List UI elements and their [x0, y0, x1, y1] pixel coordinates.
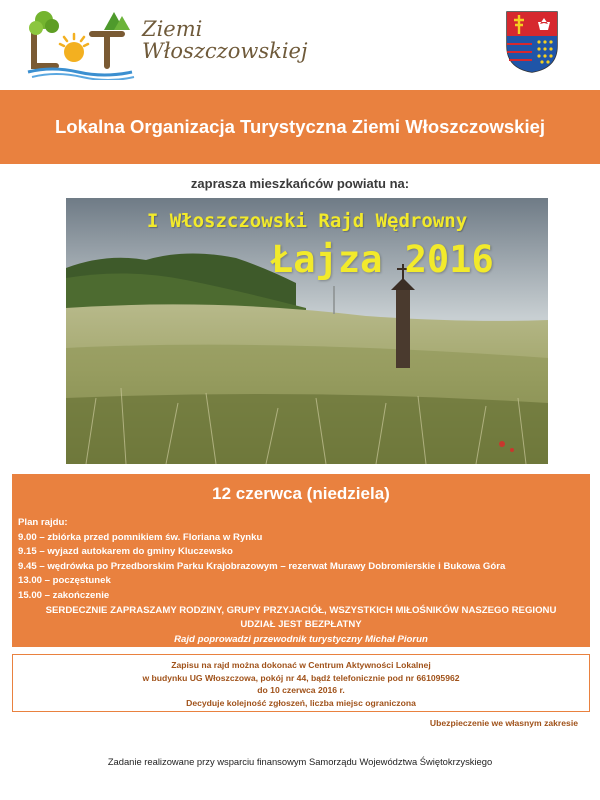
footer-note: Zadanie realizowane przy wsparciu finansowym Samorządu Województwa Świętokrzyskiego [107, 756, 493, 767]
registration-box [12, 654, 590, 712]
registration-line: Decyduje kolejność zgłoszeń, liczba miejsc ograniczona [186, 697, 416, 708]
event-photo [66, 198, 548, 464]
free-entry-text: UDZIAŁ JEST BEZPŁATNY [240, 619, 362, 631]
plan-item: 9.00 – zbiórka przed pomnikiem św. Floriana w Rynku [18, 531, 263, 543]
invite-text: zaprasza mieszkańców powiatu na: [190, 176, 410, 191]
info-box [12, 474, 590, 647]
coat-of-arms-icon [505, 10, 559, 74]
lot-logo-tree-sun-icon [22, 8, 142, 80]
event-date: 12 czerwca (niedziela) [212, 484, 390, 503]
lot-logo [22, 8, 322, 80]
registration-line: do 10 czerwca 2016 r. [257, 685, 345, 695]
registration-line: w budynku UG Włoszczowa, pokój nr 44, bądź telefonicznie pod nr 661095962 [142, 672, 460, 683]
registration-line: Zapisu na rajd można dokonać w Centrum Aktywności Lokalnej [171, 660, 431, 670]
guide-text: Rajd poprowadzi przewodnik turystyczny Michał Piorun [174, 633, 428, 645]
plan-item: 15.00 – zakończenie [18, 589, 110, 601]
plan-item: 13.00 – poczęstunek [18, 575, 111, 587]
plan-item: 9.15 – wyjazd autokarem do gminy Kluczewsko [18, 546, 233, 558]
insurance-note: Ubezpieczenie we własnym zakresie [429, 718, 578, 728]
plan-section [18, 516, 584, 647]
plan-item: 9.45 – wędrówka po Przedborskim Parku Krajobrazowym – rezerwat Murawy Dobromierskie i Bukowa Góra [18, 560, 506, 572]
event-name-line-1: I Włoszczowski Rajd Wędrowny [146, 210, 468, 232]
logo-line-1: Ziemi [142, 17, 203, 41]
page-title: Lokalna Organizacja Turystyczna Ziemi Włoszczowskiej [54, 116, 546, 137]
plan-heading: Plan rajdu: [18, 517, 68, 528]
title-band [0, 90, 600, 164]
invite-all-text: SERDECZNIE ZAPRASZAMY RODZINY, GRUPY PRZYJACIÓŁ, WSZYSTKICH MIŁOŚNIKÓW NASZEGO REGIONU [45, 604, 557, 616]
event-name-line-2: Łajza 2016 [271, 238, 494, 281]
logo-line-2: Włoszczowskiej [142, 39, 308, 64]
